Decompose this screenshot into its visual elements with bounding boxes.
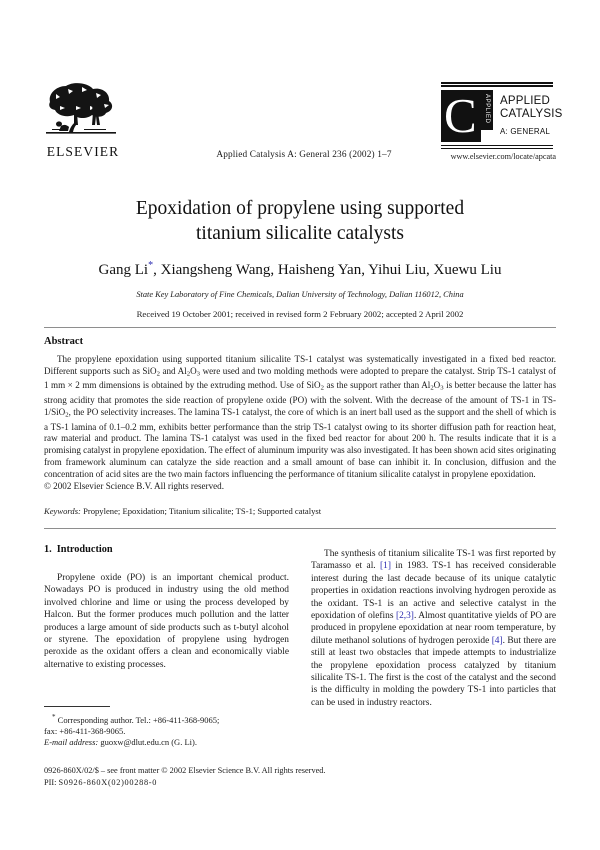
body-column-left <box>44 572 289 671</box>
abstract-sub-1: 2 <box>156 370 160 378</box>
bottom-matter <box>44 765 556 788</box>
issn-copyright-line: 0926-860X/02/$ – see front matter © 2002 Elsevier Science B.V. All rights reserved. <box>44 766 326 775</box>
abstract-sub-7: 2 <box>65 411 69 419</box>
abstract-top-divider <box>44 327 556 328</box>
abstract-sub-3: 3 <box>196 370 201 378</box>
author-list <box>44 260 556 279</box>
logo-letter-c: C <box>444 87 477 143</box>
logo-bottom-rules <box>441 145 553 150</box>
pii-line <box>44 777 556 789</box>
pii-label: PII: <box>44 777 59 787</box>
logo-body <box>441 87 563 143</box>
footnote-email-label: E-mail address: <box>44 737 99 748</box>
abstract-sub-4: 2 <box>320 385 324 393</box>
intro-paragraph-right <box>311 548 556 709</box>
logo-subtitle: A: GENERAL <box>500 127 551 137</box>
citation-link-2[interactable]: [2,3] <box>395 611 414 622</box>
footnote-block <box>44 706 289 748</box>
received-dates: Received 19 October 2001; received in revised form 2 February 2002; accepted 2 April 2002 <box>136 309 464 319</box>
abstract-section <box>44 336 556 493</box>
footnote-divider <box>44 706 110 707</box>
abstract-text-3: O <box>190 365 197 376</box>
footnote-star-marker: * <box>52 713 56 721</box>
intro-right-text-2: in 1983. TS-1 has received considerable interest during the last decade because of its unique catalytic properties in oxidation reactions involving hydrogen peroxide as the oxidant. TS-1 is an active and selective catalyst in the epoxidation of olefins <box>311 561 556 622</box>
footnote-fax: fax: +86-411-368-9065. <box>44 726 126 737</box>
section-heading-introduction <box>44 544 113 555</box>
section-title: Introduction <box>56 544 113 555</box>
catalysis-c-mark-icon <box>441 87 493 143</box>
journal-logo <box>438 82 563 162</box>
abstract-sub-6: 3 <box>440 385 444 393</box>
abstract-text-7: is better because the latter has strong acidity that promotes the side reaction of propylene oxide (PO) with the solvent. With the decrease of the amount of TS-1 in TS-1/SiO <box>44 380 556 417</box>
footnote-email <box>44 737 289 748</box>
page-title <box>44 196 556 246</box>
abstract-text-8: , the PO selectivity increases. The lamina TS-1 catalyst, the core of which is an inert ball used as the support and the shell of which is a TS-1 lamina of 0.1–0.2 mm, exhibits better performance than the strip TS-1 catalyst owing to its shorter diffusion path for reaction heat, raw material and product. The lamina TS-1 catalyst was used in the fixed bed reactor for about 200 h. The results indicate that it is a promising catalyst in propylene epoxidation. The effect of aluminum impurity was also investigated. It has been shown acid sites originating from framework aluminum can catalyze the side reaction and a small amount of base can inhibit it. In conclusion, diffusion and the concentration of acid sites are the two main factors influencing the performance of titanium silicalite catalyst in propylene epoxidation. <box>44 406 556 480</box>
citation-link-3[interactable]: [4] <box>491 635 503 646</box>
abstract-text-6: O <box>433 380 441 391</box>
keywords <box>44 506 556 516</box>
title-block <box>44 196 556 319</box>
logo-corner-notch <box>481 130 493 142</box>
footnote-corresponding-text: Corresponding author. Tel.: +86-411-368-9065; <box>55 714 220 725</box>
intro-right-text-4: . But there are still at least two obstacles that impede attempts to industrialize the propylene epoxidation process catalyzed by titanium silicalite TS-1. The first is the cost of the catalyst and the second is the difficulty in molding the powdery TS-1 into particles that can be used in industry reactors. <box>311 635 556 708</box>
logo-title-line1: APPLIED <box>500 95 550 108</box>
author-first: Gang Li <box>98 262 149 278</box>
logo-title-line2: CATALYSIS <box>500 107 563 120</box>
elsevier-wordmark: ELSEVIER <box>46 144 120 159</box>
intro-paragraph-left: Propylene oxide (PO) is an important chemical product. Nowadays PO is produced in industry using the old method involved chlorine and lime or using the process developed by Halcon. But the former produces much pollution and the latter produces a large amount of side products such as t-butyl alcohol or styrene. The epoxidation of propylene using hydrogen peroxide as the oxidant offers a clean and economically viable alternative to existing processes. <box>44 573 289 670</box>
abstract-text-1: The propylene epoxidation using supported titanium silicalite TS-1 catalyst was systematically investigated in a fixed bed reactor. Different supports such as SiO <box>44 354 556 376</box>
abstract-body <box>44 354 556 493</box>
logo-title-block <box>493 90 563 142</box>
logo-top-rules <box>441 82 553 87</box>
intro-right-text-1: The synthesis of titanium silicalite TS-1 was first reported by Taramasso et al. <box>311 549 556 572</box>
abstract-sub-5: 2 <box>430 385 434 393</box>
abstract-heading: Abstract <box>44 336 84 347</box>
journal-citation-line: Applied Catalysis A: General 236 (2002) 1–7 <box>216 150 392 160</box>
section-number: 1. <box>44 544 52 555</box>
journal-url[interactable]: www.elsevier.com/locate/apcata <box>450 152 556 162</box>
footnote-email-value[interactable]: guoxw@dlut.edu.cn (G. Li). <box>98 737 197 748</box>
logo-vertical-applied: APPLIED <box>484 93 490 124</box>
citation-link-1[interactable]: [1] <box>380 561 391 572</box>
abstract-bottom-divider <box>44 528 556 529</box>
keywords-label: Keywords: <box>44 506 81 516</box>
abstract-text-5: as the support rather than Al <box>323 380 431 391</box>
masthead <box>44 82 563 177</box>
pii-value: S0926-860X(02)00288-0 <box>58 777 158 787</box>
abstract-sub-2: 2 <box>186 370 191 378</box>
corresponding-author-marker: * <box>148 260 154 271</box>
paper-title-line2: titanium silicalite catalysts <box>196 223 404 244</box>
elsevier-logo <box>44 82 122 160</box>
body-column-right <box>311 548 556 709</box>
abstract-copyright: © 2002 Elsevier Science B.V. All rights reserved. <box>44 481 224 492</box>
paper-title-line1: Epoxidation of propylene using supported <box>135 198 465 219</box>
abstract-text-2: and Al <box>159 365 187 376</box>
authors-remaining: , Xiangsheng Wang, Haisheng Yan, Yihui Liu, Xuewu Liu <box>153 262 502 278</box>
abstract-text-4: were used and two molding methods were adopted to prepare the catalyst. Strip TS-1 catalyst of 1 mm × 2 mm dimensions is obtained by the extruding method. Use of SiO <box>44 365 556 391</box>
abstract-paragraph <box>44 354 556 481</box>
footnote-corresponding-author <box>44 712 289 726</box>
keywords-value: Propylene; Epoxidation; Titanium silicalite; TS-1; Supported catalyst <box>80 506 322 516</box>
elsevier-tree-icon <box>44 82 118 144</box>
intro-right-text-3: . Almost quantitative yields of PO are produced in propylene epoxidation at near room temperature, by dilute methanol solutions of hydrogen peroxide <box>311 611 556 646</box>
affiliation: State Key Laboratory of Fine Chemicals, Dalian University of Technology, Dalian 116012, China <box>136 290 464 299</box>
